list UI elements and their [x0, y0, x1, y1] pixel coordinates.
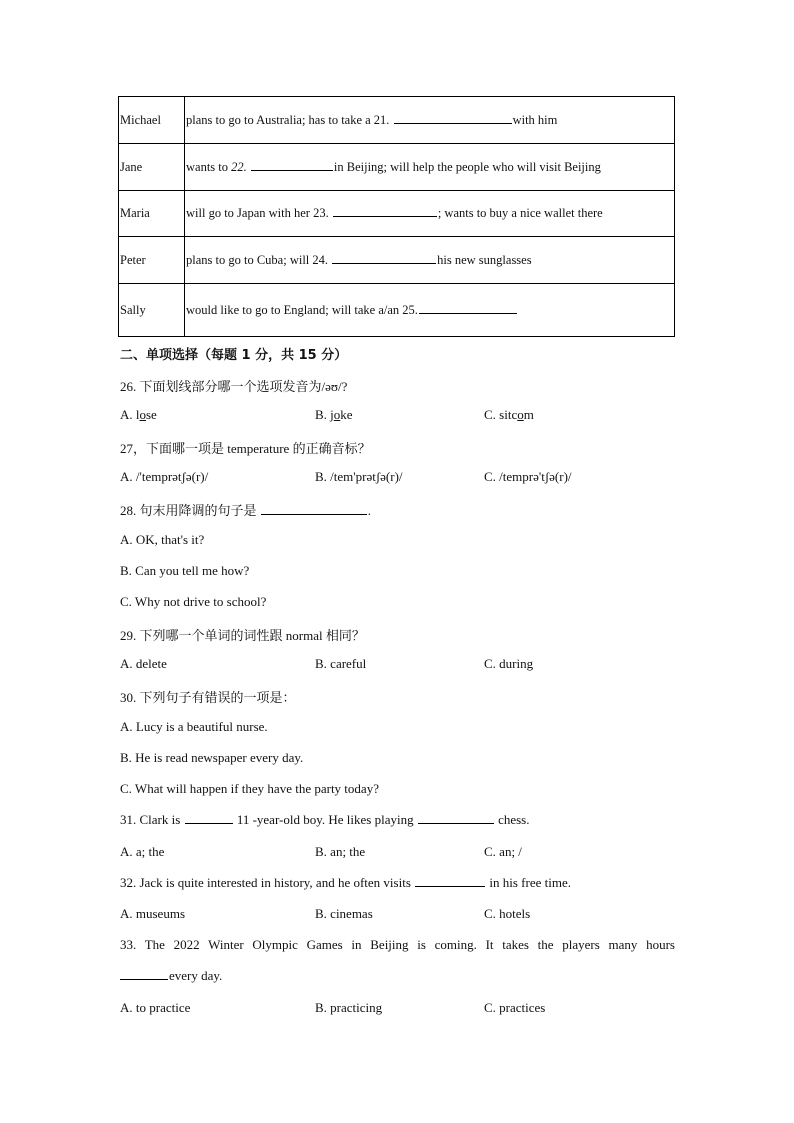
option-a[interactable]: A. lose: [120, 407, 157, 422]
option-c[interactable]: C. sitcom: [484, 407, 534, 422]
plan-description: would like to go to England; will take a/an 25.: [185, 284, 675, 337]
answer-blank-21[interactable]: [394, 122, 512, 124]
option-a[interactable]: A. to practice: [120, 1000, 191, 1015]
option-b[interactable]: B. practicing: [315, 1000, 383, 1015]
person-name: Peter: [119, 237, 185, 284]
plan-description: will go to Japan with her 23. ; wants to buy a nice wallet there: [185, 191, 675, 237]
answer-blank[interactable]: [261, 513, 367, 515]
option-b[interactable]: B. careful: [315, 656, 367, 671]
answer-blank-23[interactable]: [333, 215, 437, 217]
option-b[interactable]: B. joke: [315, 407, 353, 422]
answer-blank-25[interactable]: [419, 312, 517, 314]
option-b[interactable]: B. cinemas: [315, 906, 373, 921]
option-c[interactable]: C. Why not drive to school?: [120, 594, 267, 609]
option-c[interactable]: C. an; /: [484, 844, 522, 859]
person-name: Jane: [119, 144, 185, 191]
answer-blank-24[interactable]: [332, 262, 436, 264]
option-a[interactable]: A. delete: [120, 656, 167, 671]
question-29-stem: 29. 下列哪一个单词的词性跟 normal 相同？: [120, 628, 365, 643]
option-a[interactable]: A. /'temprətʃə(r)/: [120, 469, 209, 484]
table-row: [119, 284, 675, 337]
question-33-stem-line1: 33. The 2022 Winter Olympic Games in Beijing is coming. It takes the players many hours: [120, 937, 675, 952]
option-b[interactable]: B. an; the: [315, 844, 366, 859]
plan-description: wants to 22. in Beijing; will help the people who will visit Beijing: [185, 144, 675, 191]
plan-description: plans to go to Cuba; will 24. his new sunglasses: [185, 237, 675, 284]
option-a[interactable]: A. OK, that's it?: [120, 532, 205, 547]
person-name: Sally: [119, 284, 185, 337]
table-row: [119, 144, 675, 191]
option-b[interactable]: B. Can you tell me how?: [120, 563, 250, 578]
option-a[interactable]: A. Lucy is a beautiful nurse.: [120, 719, 268, 734]
question-31-stem: 31. Clark is 11 -year-old boy. He likes playing chess.: [120, 812, 530, 827]
answer-blank[interactable]: [418, 822, 494, 824]
option-a[interactable]: A. museums: [120, 906, 185, 921]
travel-plans-table: [118, 96, 675, 337]
question-27-stem: 27，下面哪一项是 temperature 的正确音标？: [120, 441, 371, 456]
option-c[interactable]: C. hotels: [484, 906, 531, 921]
option-b[interactable]: B. He is read newspaper every day.: [120, 750, 304, 765]
answer-blank[interactable]: [120, 978, 168, 980]
answer-blank-22[interactable]: [251, 169, 333, 171]
question-26-stem: 26. 下面划线部分哪一个选项发音为/əʊ/?: [120, 379, 348, 394]
option-c[interactable]: C. during: [484, 656, 534, 671]
question-30-stem: 30. 下列句子有错误的一项是：: [120, 690, 296, 705]
person-name: Maria: [119, 191, 185, 237]
question-28-stem: 28. 句末用降调的句子是 .: [120, 503, 372, 518]
question-32-stem: 32. Jack is quite interested in history, and he often visits in his free time.: [120, 875, 571, 890]
option-c[interactable]: C. /temprə'tʃə(r)/: [484, 469, 572, 484]
table-row: [119, 237, 675, 284]
person-name: Michael: [119, 97, 185, 144]
option-a[interactable]: A. a; the: [120, 844, 165, 859]
answer-blank[interactable]: [415, 885, 485, 887]
table-row: [119, 191, 675, 237]
option-b[interactable]: B. /tem'prətʃə(r)/: [315, 469, 403, 484]
option-c[interactable]: C. practices: [484, 1000, 546, 1015]
table-row: [119, 97, 675, 144]
section-title: 二、单项选择（每题 1 分，共 15 分）: [120, 348, 348, 363]
plan-description: plans to go to Australia; has to take a 21. with him: [185, 97, 675, 144]
option-c[interactable]: C. What will happen if they have the party today?: [120, 781, 379, 796]
answer-blank[interactable]: [185, 822, 233, 824]
question-33-stem-line2: every day.: [120, 968, 222, 984]
